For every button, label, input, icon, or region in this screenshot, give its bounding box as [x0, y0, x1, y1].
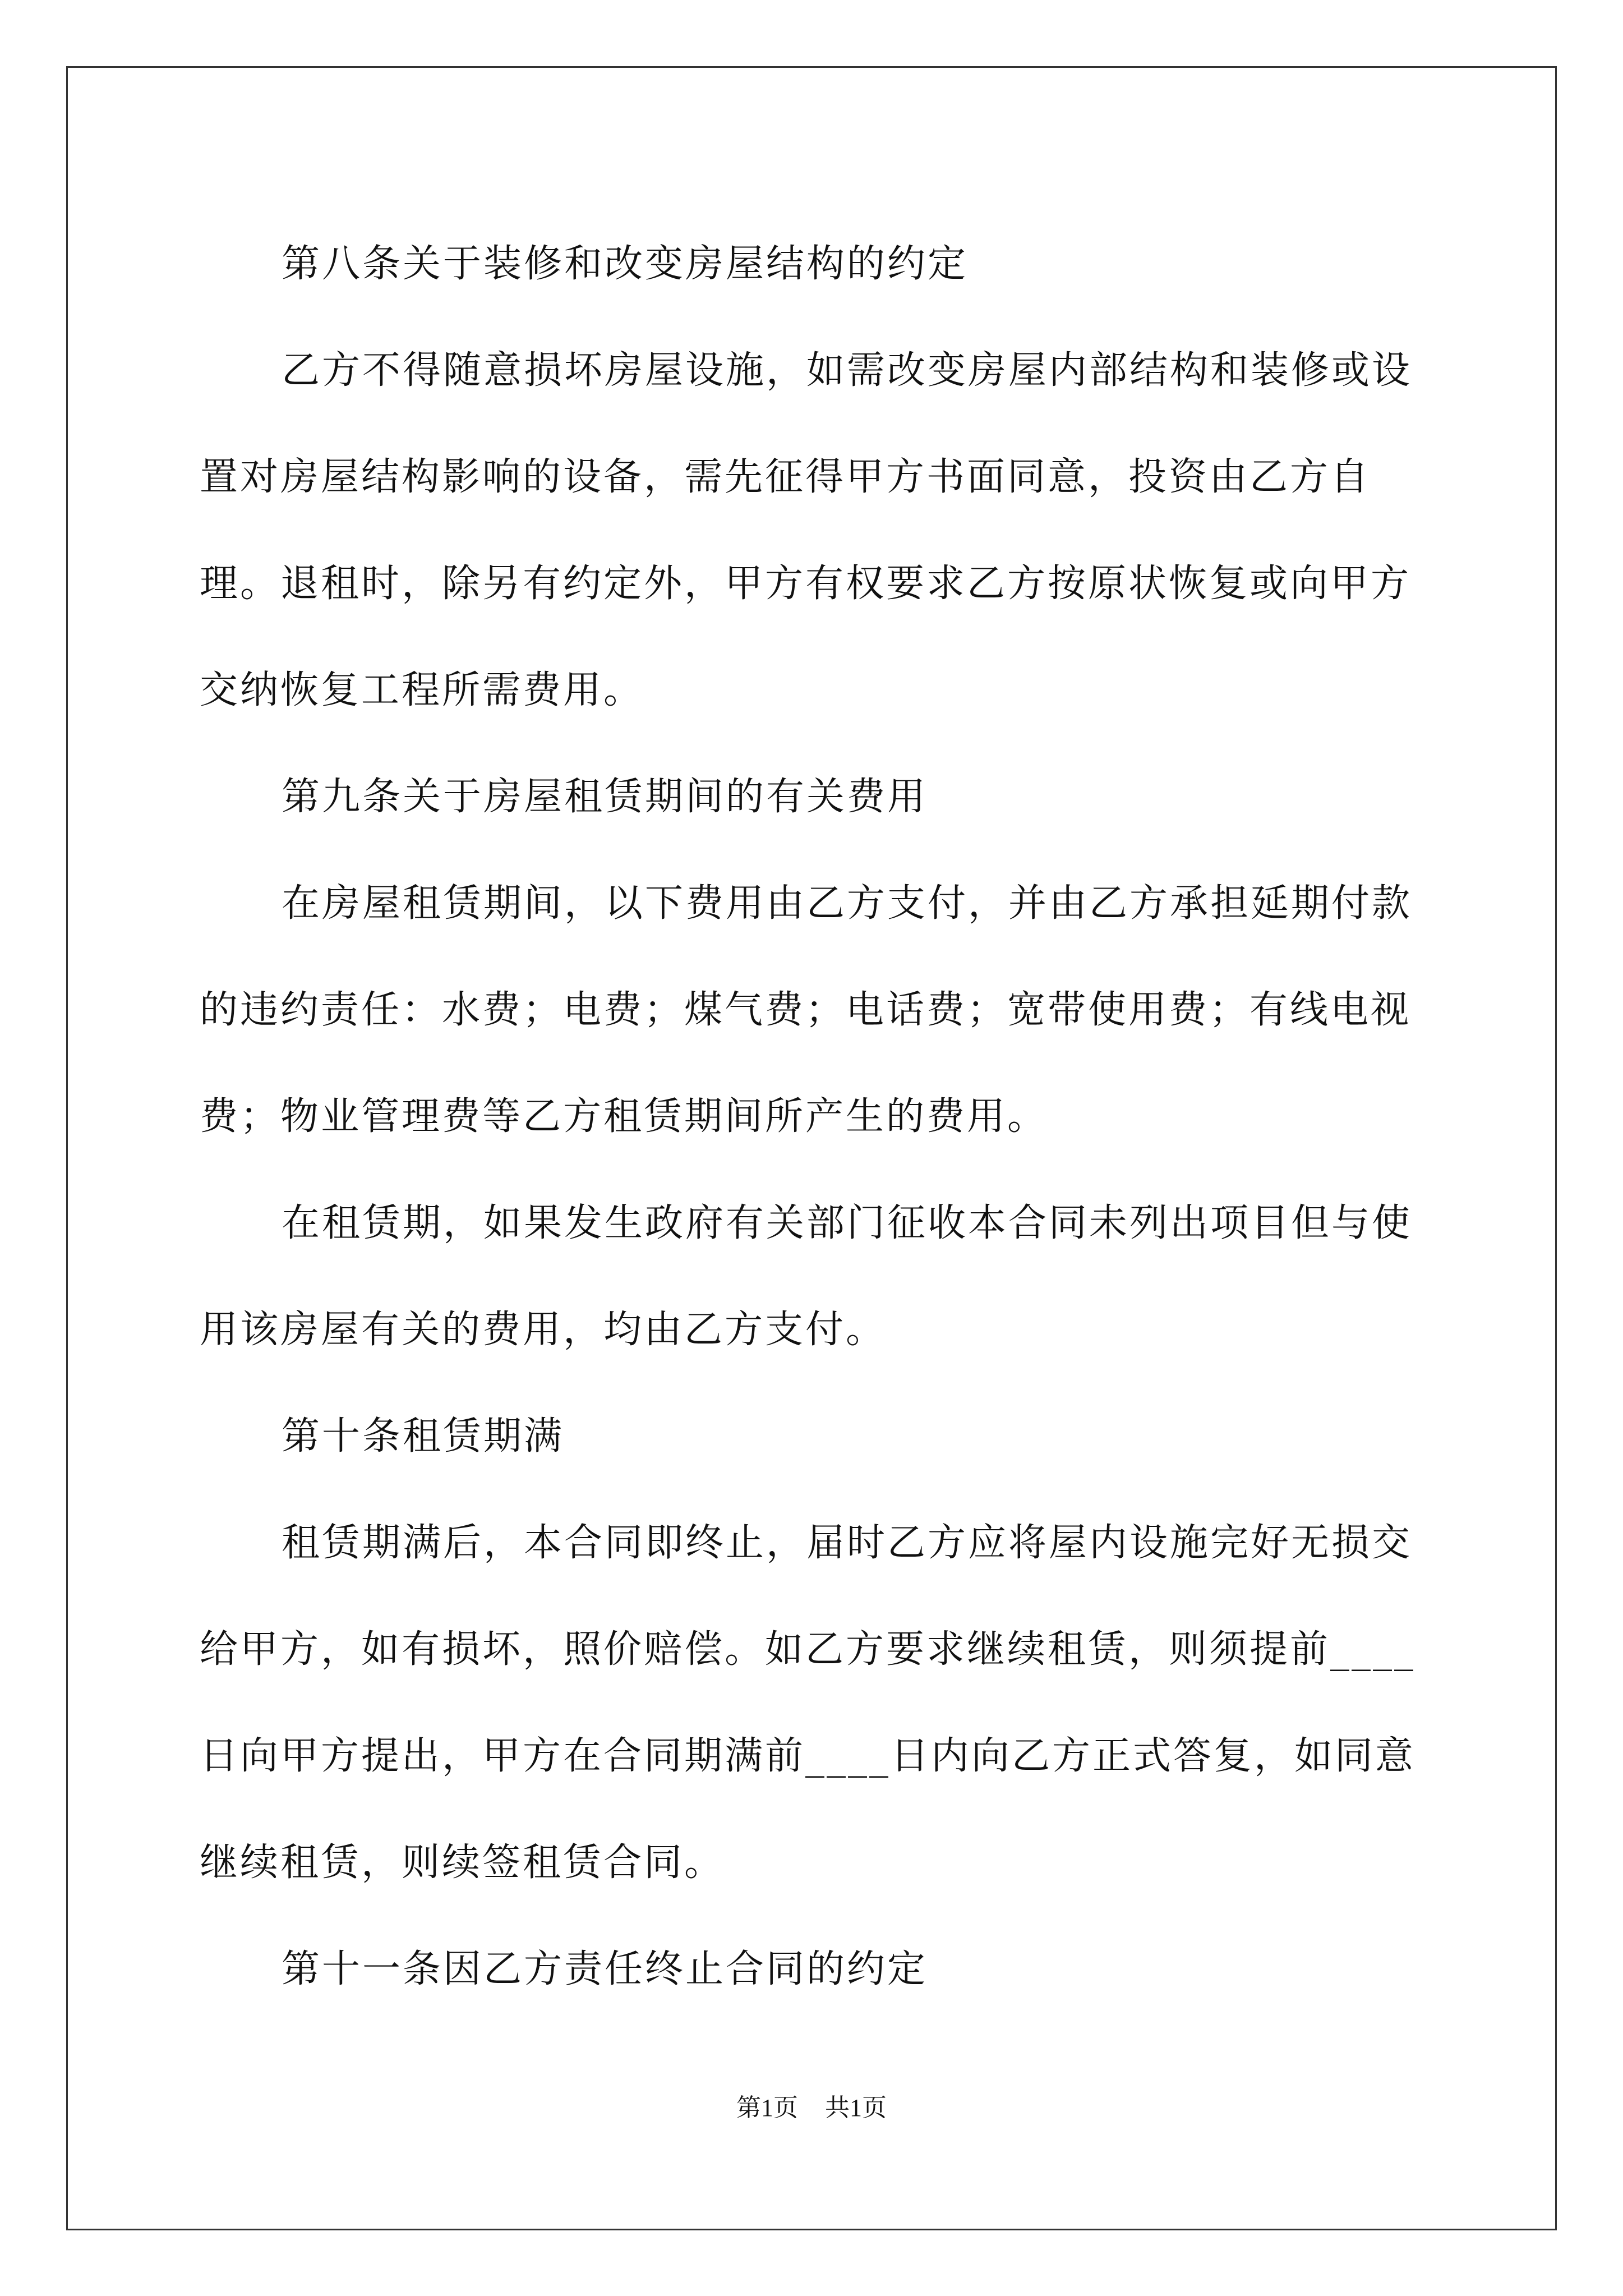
heading-article-8: 第八条关于装修和改变房屋结构的约定: [282, 242, 969, 286]
page-footer: [0, 2091, 1623, 2125]
paragraph-article-10-body: 租赁期满后，本合同即终止，届时乙方应将屋内设施完好无损交给甲方，如有损坏，照价赔偿。如乙方要求继续租赁，则须提前____日向甲方提出，甲方在合同期满前____日内向乙方正式答复，如同意继续租赁，则续签租赁合同。: [200, 1521, 1416, 1885]
page-number: 第1页: [736, 2094, 798, 2122]
heading-article-9: 第九条关于房屋租赁期间的有关费用: [282, 775, 928, 819]
paragraph-article-9-body-2: 在租赁期，如果发生政府有关部门征收本合同未列出项目但与使用该房屋有关的费用，均由乙方支付。: [200, 1201, 1413, 1352]
heading-article-10: 第十条租赁期满: [282, 1414, 565, 1458]
paragraph-article-8-body: 乙方不得随意损坏房屋设施，如需改变房屋内部结构和装修或设置对房屋结构影响的设备，需先征得甲方书面同意，投资由乙方自理。退租时，除另有约定外，甲方有权要求乙方按原状恢复或向甲方交纳恢复工程所需费用。: [200, 348, 1413, 712]
page-total: 共1页: [825, 2094, 887, 2122]
document-body: [200, 211, 1422, 2023]
paragraph-article-9-body-1: 在房屋租赁期间，以下费用由乙方支付，并由乙方承担延期付款的违约责任：水费；电费；煤气费；电话费；宽带使用费；有线电视费；物业管理费等乙方租赁期间所产生的费用。: [200, 881, 1413, 1139]
heading-article-11: 第十一条因乙方责任终止合同的约定: [282, 1947, 928, 1991]
